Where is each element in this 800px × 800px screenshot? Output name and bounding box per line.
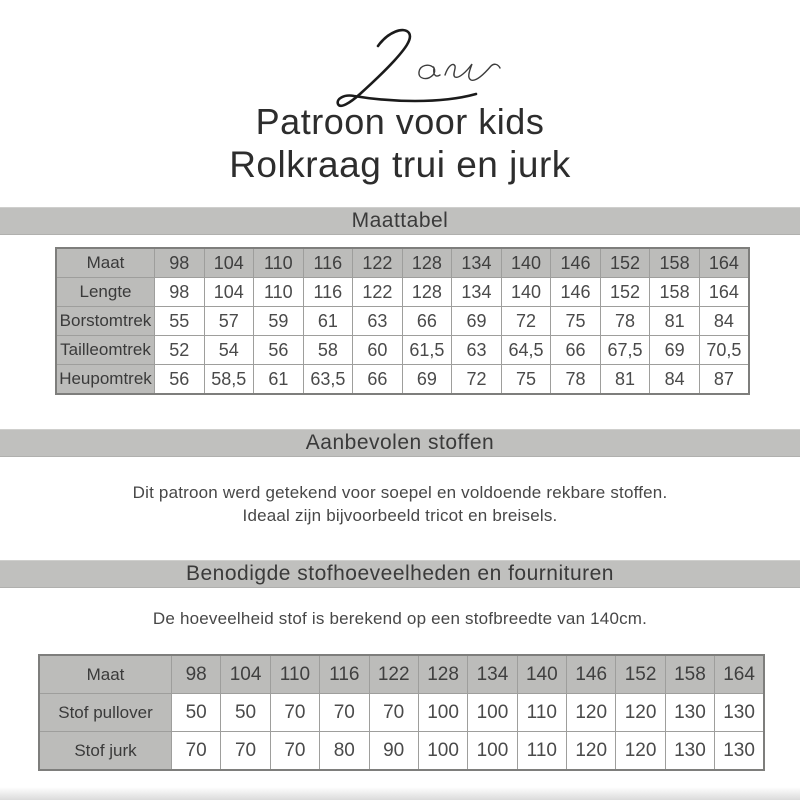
value-cell: 81 — [650, 307, 700, 336]
value-cell: 60 — [353, 336, 403, 365]
value-cell: 72 — [452, 365, 502, 395]
table-row — [39, 694, 764, 732]
value-cell: 140 — [501, 278, 551, 307]
value-cell: 63,5 — [303, 365, 353, 395]
table-row — [56, 307, 749, 336]
value-cell: 63 — [353, 307, 403, 336]
table-row — [56, 365, 749, 395]
value-cell: 100 — [468, 732, 517, 771]
value-cell: 130 — [715, 694, 764, 732]
table-header-row — [56, 248, 749, 278]
value-cell: 134 — [452, 278, 502, 307]
value-cell: 50 — [172, 694, 221, 732]
row-label: Stof pullover — [39, 694, 172, 732]
value-cell: 61 — [303, 307, 353, 336]
value-cell: 63 — [452, 336, 502, 365]
size-header-cell: 134 — [452, 248, 502, 278]
value-cell: 78 — [600, 307, 650, 336]
value-cell: 130 — [715, 732, 764, 771]
size-header-cell: 128 — [418, 655, 467, 694]
value-cell: 70 — [270, 694, 319, 732]
value-cell: 56 — [254, 336, 304, 365]
value-cell: 84 — [699, 307, 749, 336]
row-label: Maat — [39, 655, 172, 694]
size-header-cell: 158 — [650, 248, 700, 278]
size-header-cell: 116 — [320, 655, 369, 694]
page-title: Patroon voor kids — [255, 101, 545, 142]
size-header-cell: 116 — [303, 248, 353, 278]
value-cell: 120 — [616, 732, 665, 771]
value-cell: 55 — [155, 307, 205, 336]
size-header-cell: 110 — [254, 248, 304, 278]
value-cell: 70 — [221, 732, 270, 771]
value-cell: 87 — [699, 365, 749, 395]
value-cell: 98 — [155, 278, 205, 307]
value-cell: 50 — [221, 694, 270, 732]
section-heading-stoffen: Aanbevolen stoffen — [0, 429, 800, 457]
size-header-cell: 98 — [172, 655, 221, 694]
value-cell: 152 — [600, 278, 650, 307]
value-cell: 78 — [551, 365, 601, 395]
value-cell: 54 — [204, 336, 254, 365]
value-cell: 59 — [254, 307, 304, 336]
fabric-width-note: De hoeveelheid stof is berekend op een stofbreedte van 140cm. — [152, 609, 648, 628]
size-header-cell: 134 — [468, 655, 517, 694]
value-cell: 122 — [353, 278, 403, 307]
value-cell: 58,5 — [204, 365, 254, 395]
value-cell: 146 — [551, 278, 601, 307]
value-cell: 58 — [303, 336, 353, 365]
value-cell: 110 — [254, 278, 304, 307]
size-header-cell: 146 — [567, 655, 616, 694]
value-cell: 70 — [172, 732, 221, 771]
size-header-cell: 122 — [369, 655, 418, 694]
value-cell: 67,5 — [600, 336, 650, 365]
value-cell: 130 — [665, 694, 714, 732]
fabric-quantity-table — [38, 654, 765, 771]
fabric-advice-line-1: Dit patroon werd getekend voor soepel en voldoende rekbare stoffen. — [132, 483, 668, 502]
value-cell: 100 — [418, 694, 467, 732]
size-table — [55, 247, 750, 395]
size-header-cell: 128 — [402, 248, 452, 278]
row-label: Heupomtrek — [56, 365, 155, 395]
size-header-cell: 152 — [600, 248, 650, 278]
value-cell: 100 — [418, 732, 467, 771]
value-cell: 81 — [600, 365, 650, 395]
value-cell: 104 — [204, 278, 254, 307]
section-heading-maattabel: Maattabel — [0, 207, 800, 235]
value-cell: 110 — [517, 694, 566, 732]
value-cell: 120 — [616, 694, 665, 732]
page-subtitle: Rolkraag trui en jurk — [229, 144, 571, 185]
value-cell: 120 — [567, 732, 616, 771]
value-cell: 66 — [402, 307, 452, 336]
value-cell: 66 — [551, 336, 601, 365]
value-cell: 158 — [650, 278, 700, 307]
size-header-cell: 158 — [665, 655, 714, 694]
row-label: Tailleomtrek — [56, 336, 155, 365]
value-cell: 90 — [369, 732, 418, 771]
value-cell: 130 — [665, 732, 714, 771]
value-cell: 64,5 — [501, 336, 551, 365]
size-header-cell: 152 — [616, 655, 665, 694]
size-header-cell: 146 — [551, 248, 601, 278]
value-cell: 72 — [501, 307, 551, 336]
value-cell: 100 — [468, 694, 517, 732]
value-cell: 52 — [155, 336, 205, 365]
value-cell: 69 — [650, 336, 700, 365]
value-cell: 61,5 — [402, 336, 452, 365]
table-header-row — [39, 655, 764, 694]
size-header-cell: 104 — [221, 655, 270, 694]
value-cell: 70 — [270, 732, 319, 771]
value-cell: 164 — [699, 278, 749, 307]
value-cell: 57 — [204, 307, 254, 336]
value-cell: 69 — [452, 307, 502, 336]
row-label: Borstomtrek — [56, 307, 155, 336]
value-cell: 116 — [303, 278, 353, 307]
value-cell: 69 — [402, 365, 452, 395]
value-cell: 120 — [567, 694, 616, 732]
value-cell: 61 — [254, 365, 304, 395]
row-label: Stof jurk — [39, 732, 172, 771]
size-header-cell: 98 — [155, 248, 205, 278]
section-heading-benodigdheden: Benodigde stofhoeveelheden en fournituren — [0, 560, 800, 588]
size-header-cell: 104 — [204, 248, 254, 278]
value-cell: 56 — [155, 365, 205, 395]
table-row — [56, 278, 749, 307]
value-cell: 84 — [650, 365, 700, 395]
size-header-cell: 164 — [699, 248, 749, 278]
row-label: Maat — [56, 248, 155, 278]
size-header-cell: 140 — [517, 655, 566, 694]
value-cell: 128 — [402, 278, 452, 307]
value-cell: 70,5 — [699, 336, 749, 365]
value-cell: 75 — [551, 307, 601, 336]
value-cell: 70 — [320, 694, 369, 732]
row-label: Lengte — [56, 278, 155, 307]
fabric-advice-paragraph — [0, 481, 800, 527]
value-cell: 110 — [517, 732, 566, 771]
value-cell: 80 — [320, 732, 369, 771]
size-header-cell: 140 — [501, 248, 551, 278]
table-row — [56, 336, 749, 365]
table-row — [39, 732, 764, 771]
size-header-cell: 110 — [270, 655, 319, 694]
size-header-cell: 164 — [715, 655, 764, 694]
value-cell: 70 — [369, 694, 418, 732]
value-cell: 75 — [501, 365, 551, 395]
size-header-cell: 122 — [353, 248, 403, 278]
fabric-advice-line-2: Ideaal zijn bijvoorbeeld tricot en breisels. — [242, 506, 558, 525]
value-cell: 66 — [353, 365, 403, 395]
